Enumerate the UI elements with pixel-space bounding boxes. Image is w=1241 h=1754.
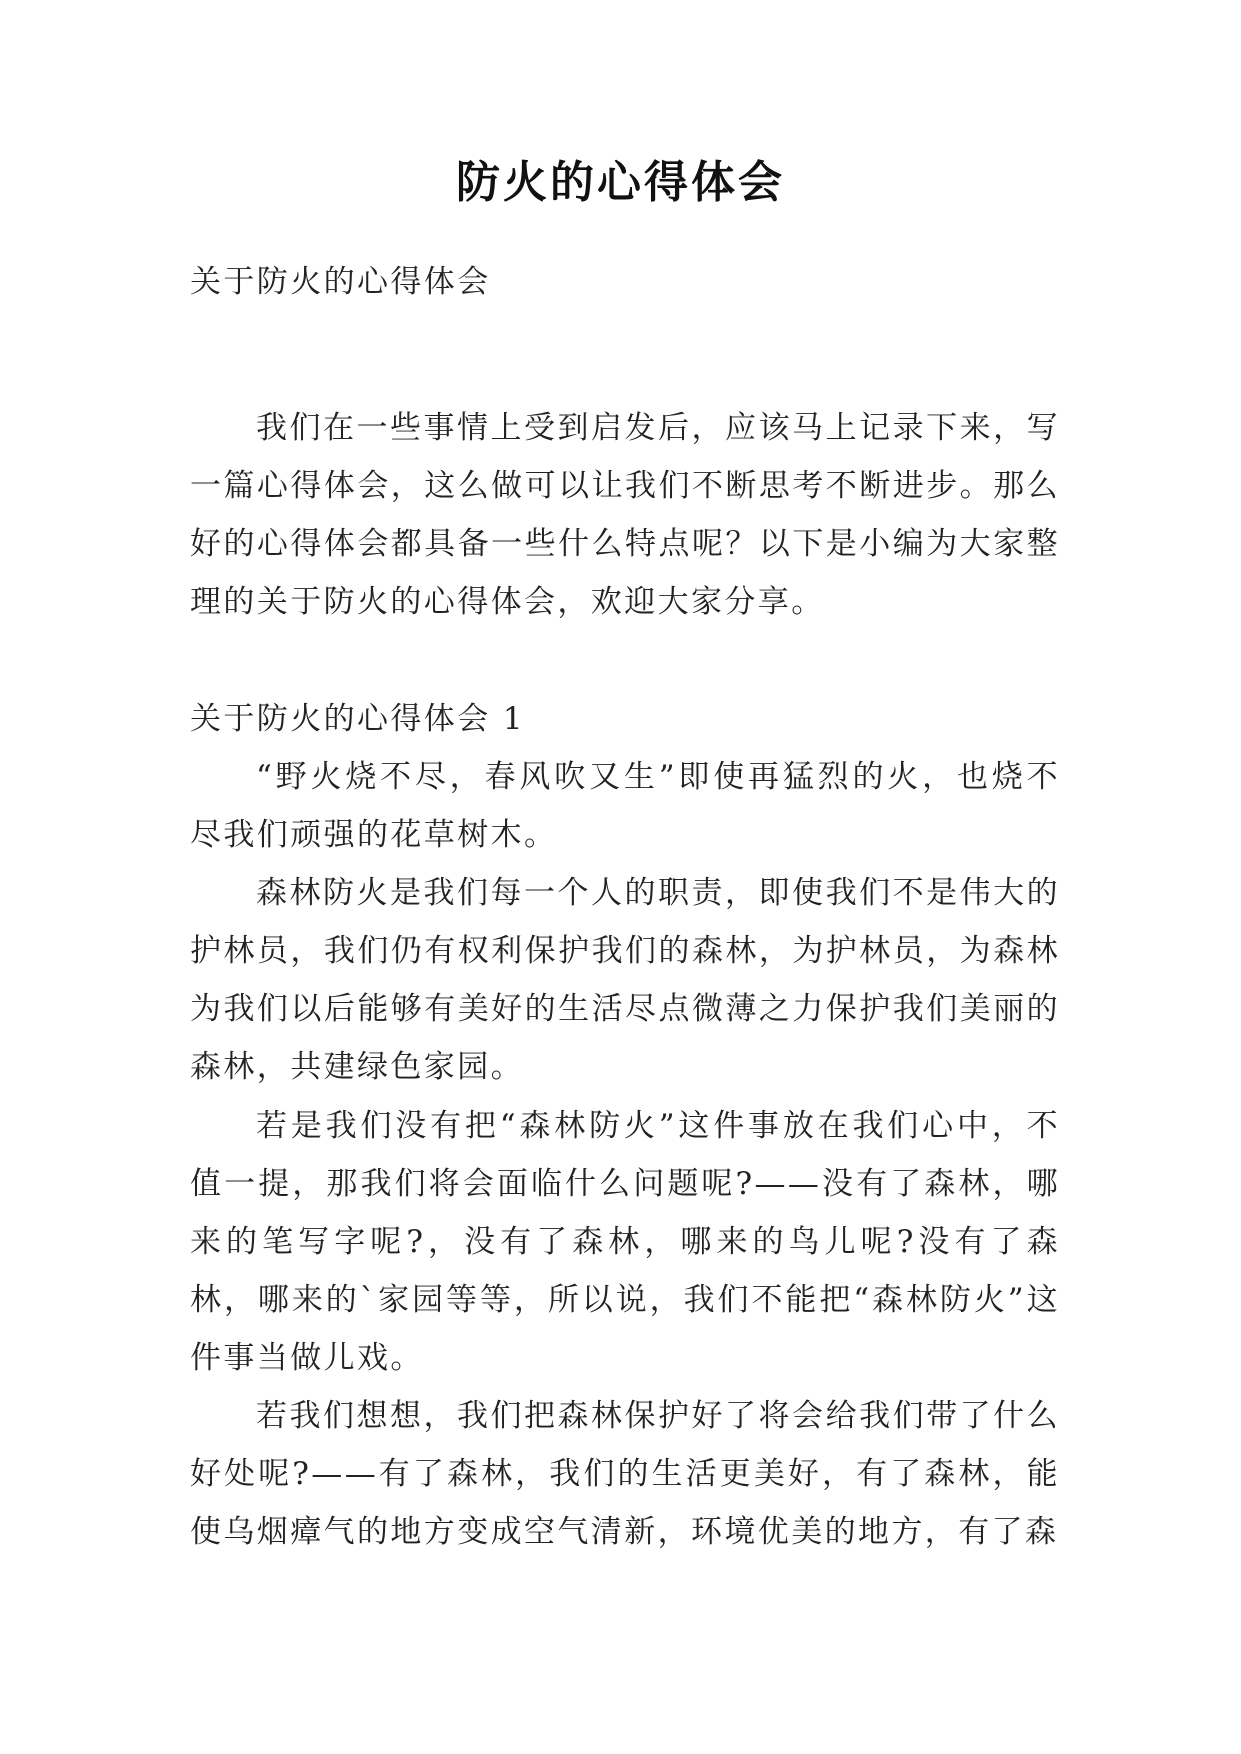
body-paragraph-2: 森林防火是我们每一个人的职责，即使我们不是伟大的护林员，我们仍有权利保护我们的森林，为护林员，为森林为我们以后能够有美好的生活尽点微薄之力保护我们美丽的森林，共建绿色家园。	[190, 875, 1060, 1085]
body-paragraph-3: 若是我们没有把“森林防火”这件事放在我们心中，不值一提，那我们将会面临什么问题呢?——没有了森林，哪来的笔写字呢?，没有了森林，哪来的鸟儿呢?没有了森林，哪来的`家园等等，所以说，我们不能把“森林防火”这件事当做儿戏。	[190, 1108, 1060, 1376]
section-heading: 关于防火的心得体会 1	[190, 701, 525, 737]
body-paragraph-4: 若我们想想，我们把森林保护好了将会给我们带了什么好处呢?——有了森林，我们的生活更美好，有了森林，能使乌烟瘴气的地方变成空气清新，环境优美的地方，有了森	[190, 1398, 1060, 1550]
body-paragraph-1: “野火烧不尽，春风吹又生”即使再猛烈的火，也烧不尽我们顽强的花草树木。	[190, 759, 1060, 853]
document-title: 防火的心得体会	[456, 157, 785, 208]
intro-paragraph: 我们在一些事情上受到启发后，应该马上记录下来，写一篇心得体会，这么做可以让我们不断思考不断进步。那么好的心得体会都具备一些什么特点呢？以下是小编为大家整理的关于防火的心得体会，欢迎大家分享。	[190, 410, 1060, 620]
document-subtitle: 关于防火的心得体会	[190, 264, 491, 300]
